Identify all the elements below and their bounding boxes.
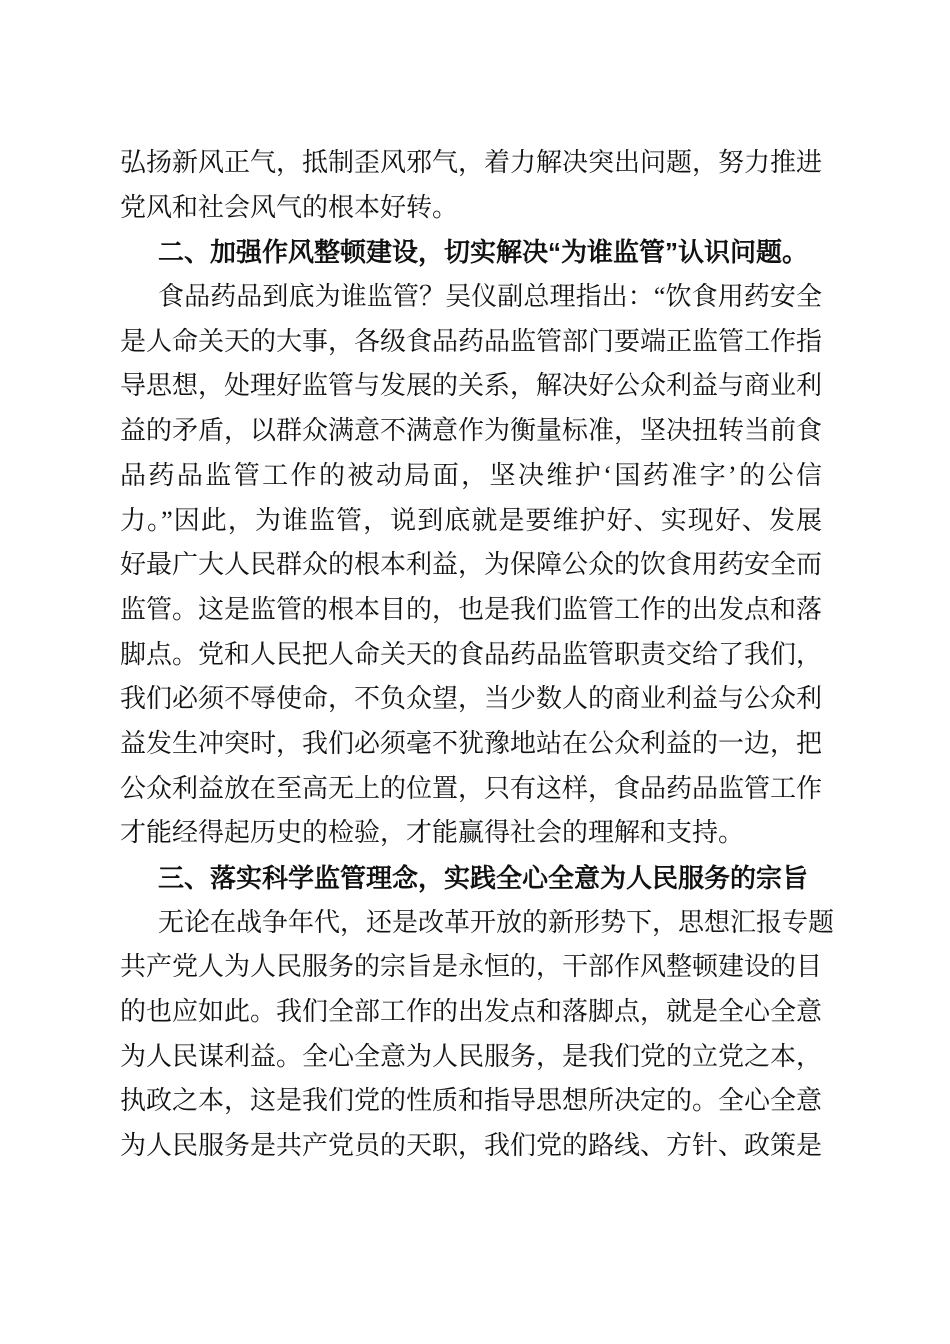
text-line: 为人民谋利益。全心全意为人民服务，是我们党的立党之本， — [120, 1041, 823, 1071]
text-line: 品药品监管工作的被动局面，坚决维护‘国药准字’的公信 — [120, 460, 822, 490]
text-line: 益发生冲突时，我们必须毫不犹豫地站在公众利益的一边，把 — [120, 728, 823, 758]
text-line: 好最广大人民群众的根本利益，为保障公众的饮食用药安全而 — [120, 550, 823, 580]
section-heading: 三、落实科学监管理念，实践全心全意为人民服务的宗旨 — [158, 863, 809, 893]
text-line: 党风和社会风气的根本好转。 — [120, 192, 459, 222]
text-line: 脚点。党和人民把人命关天的食品药品监管职责交给了我们， — [120, 639, 823, 669]
text-line: 力。”因此，为谁监管，说到底就是要维护好、实现好、发展 — [120, 505, 822, 535]
section-heading: 二、加强作风整顿建设，切实解决“为谁监管”认识问题。 — [158, 237, 809, 268]
text-line: 是人命关天的大事，各级食品药品监管部门要端正监管工作指 — [120, 326, 823, 356]
text-line: 食品药品到底为谁监管？吴仪副总理指出：“饮食用药安全 — [158, 282, 822, 312]
text-line: 共产党人为人民服务的宗旨是永恒的，干部作风整顿建设的目 — [120, 952, 823, 982]
document-body — [120, 141, 835, 1169]
text-line: 的也应如此。我们全部工作的出发点和落脚点，就是全心全意 — [120, 997, 823, 1027]
text-line: 监管。这是监管的根本目的，也是我们监管工作的出发点和落 — [120, 594, 823, 624]
text-line: 为人民服务是共产党员的天职，我们党的路线、方针、政策是 — [120, 1131, 823, 1161]
text-line: 执政之本，这是我们党的性质和指导思想所决定的。全心全意 — [120, 1086, 823, 1116]
text-line: 我们必须不辱使命，不负众望，当少数人的商业利益与公众利 — [120, 684, 823, 714]
text-line: 益的矛盾，以群众满意不满意作为衡量标准，坚决扭转当前食 — [120, 416, 823, 446]
text-line: 导思想，处理好监管与发展的关系，解决好公众利益与商业利 — [120, 371, 823, 401]
text-line: 才能经得起历史的检验，才能赢得社会的理解和支持。 — [120, 818, 745, 848]
text-line: 无论在战争年代，还是改革开放的新形势下，思想汇报专题 — [158, 907, 835, 937]
text-line: 公众利益放在至高无上的位置，只有这样，食品药品监管工作 — [120, 773, 823, 803]
text-line: 弘扬新风正气，抵制歪风邪气，着力解决突出问题，努力推进 — [120, 148, 823, 177]
